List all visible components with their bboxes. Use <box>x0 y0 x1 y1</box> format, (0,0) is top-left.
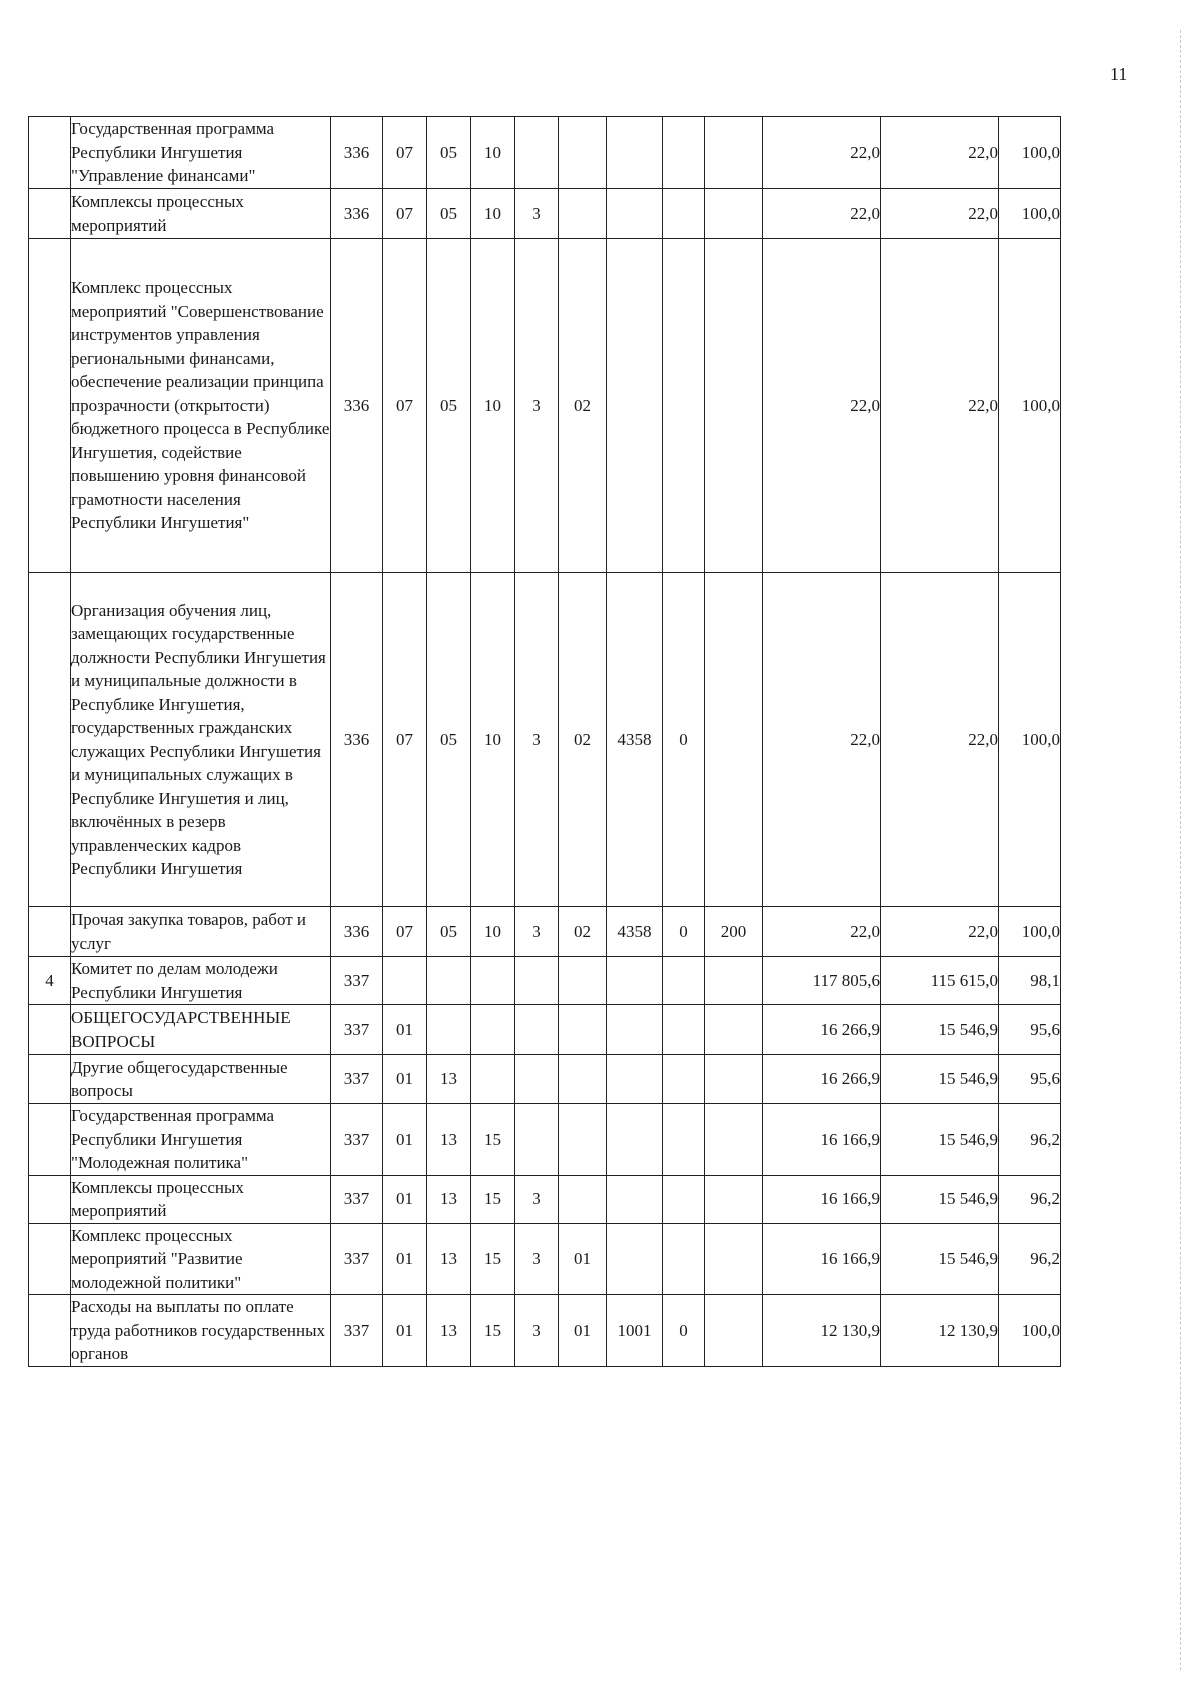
planned-amount-cell: 22,0 <box>763 189 881 239</box>
table-row <box>29 1295 1061 1367</box>
planned-amount-cell: 22,0 <box>763 573 881 907</box>
code-cell <box>705 1005 763 1055</box>
code-cell <box>705 189 763 239</box>
row-name-cell: Государственная программа Республики Ингушетия "Молодежная политика" <box>71 1104 331 1176</box>
row-name-cell: Прочая закупка товаров, работ и услуг <box>71 907 331 957</box>
code-cell: 336 <box>331 907 383 957</box>
row-name-cell: ОБЩЕГОСУДАРСТВЕННЫЕ ВОПРОСЫ <box>71 1005 331 1055</box>
code-cell <box>515 957 559 1005</box>
actual-amount-cell: 22,0 <box>881 189 999 239</box>
planned-amount-cell: 117 805,6 <box>763 957 881 1005</box>
code-cell: 05 <box>427 239 471 573</box>
row-number-cell: 4 <box>29 957 71 1005</box>
row-number-cell <box>29 1005 71 1055</box>
row-number-cell <box>29 189 71 239</box>
row-name-cell: Комитет по делам молодежи Республики Ингушетия <box>71 957 331 1005</box>
code-cell: 01 <box>383 1005 427 1055</box>
code-cell <box>471 1005 515 1055</box>
code-cell: 01 <box>383 1295 427 1367</box>
planned-amount-cell: 16 166,9 <box>763 1223 881 1295</box>
code-cell <box>663 957 705 1005</box>
table-row <box>29 573 1061 907</box>
code-cell <box>705 1223 763 1295</box>
actual-amount-cell: 22,0 <box>881 239 999 573</box>
code-cell: 01 <box>383 1223 427 1295</box>
code-cell: 337 <box>331 1005 383 1055</box>
row-name-cell: Комплексы процессных мероприятий <box>71 1175 331 1223</box>
percent-cell: 98,1 <box>999 957 1061 1005</box>
table-row <box>29 239 1061 573</box>
row-number-cell <box>29 573 71 907</box>
code-cell <box>471 957 515 1005</box>
code-cell <box>383 957 427 1005</box>
code-cell: 336 <box>331 239 383 573</box>
table-row <box>29 117 1061 189</box>
table-row <box>29 957 1061 1005</box>
percent-cell: 100,0 <box>999 907 1061 957</box>
code-cell: 200 <box>705 907 763 957</box>
code-cell <box>663 1223 705 1295</box>
code-cell <box>705 957 763 1005</box>
code-cell: 13 <box>427 1223 471 1295</box>
code-cell: 3 <box>515 1175 559 1223</box>
percent-cell: 100,0 <box>999 1295 1061 1367</box>
code-cell: 05 <box>427 573 471 907</box>
code-cell: 3 <box>515 189 559 239</box>
code-cell <box>607 957 663 1005</box>
table-row <box>29 1005 1061 1055</box>
code-cell <box>705 1175 763 1223</box>
code-cell <box>515 1005 559 1055</box>
code-cell: 0 <box>663 1295 705 1367</box>
actual-amount-cell: 12 130,9 <box>881 1295 999 1367</box>
code-cell: 337 <box>331 1175 383 1223</box>
code-cell <box>515 1104 559 1176</box>
row-name-cell: Расходы на выплаты по оплате труда работников государственных органов <box>71 1295 331 1367</box>
scan-edge-line <box>1180 30 1181 1670</box>
code-cell <box>427 1005 471 1055</box>
code-cell: 10 <box>471 239 515 573</box>
code-cell <box>559 1055 607 1104</box>
code-cell: 336 <box>331 573 383 907</box>
planned-amount-cell: 16 166,9 <box>763 1104 881 1176</box>
code-cell <box>663 1175 705 1223</box>
code-cell: 337 <box>331 957 383 1005</box>
table-row <box>29 1175 1061 1223</box>
percent-cell: 96,2 <box>999 1175 1061 1223</box>
row-number-cell <box>29 1295 71 1367</box>
code-cell: 05 <box>427 907 471 957</box>
row-name-cell: Организация обучения лиц, замещающих государственные должности Республики Ингушетия и муниципальные должности в Республике Ингушетия, государственных гражданских служащих Республики Ингушетия и муниципальных служащих в Республике Ингушетия и лиц, включённых в резерв управленческих кадров Республики Ингушетия <box>71 573 331 907</box>
code-cell: 3 <box>515 1223 559 1295</box>
code-cell: 336 <box>331 189 383 239</box>
code-cell <box>607 1005 663 1055</box>
code-cell: 02 <box>559 573 607 907</box>
actual-amount-cell: 15 546,9 <box>881 1223 999 1295</box>
percent-cell: 100,0 <box>999 239 1061 573</box>
code-cell <box>559 957 607 1005</box>
code-cell: 15 <box>471 1175 515 1223</box>
row-number-cell <box>29 117 71 189</box>
planned-amount-cell: 22,0 <box>763 907 881 957</box>
planned-amount-cell: 22,0 <box>763 117 881 189</box>
code-cell: 337 <box>331 1104 383 1176</box>
code-cell <box>607 1223 663 1295</box>
code-cell <box>607 189 663 239</box>
table-row <box>29 189 1061 239</box>
code-cell: 01 <box>383 1175 427 1223</box>
percent-cell: 95,6 <box>999 1005 1061 1055</box>
row-number-cell <box>29 1104 71 1176</box>
code-cell: 337 <box>331 1295 383 1367</box>
code-cell <box>705 573 763 907</box>
budget-table <box>28 116 1061 1367</box>
code-cell: 01 <box>383 1104 427 1176</box>
planned-amount-cell: 12 130,9 <box>763 1295 881 1367</box>
code-cell: 336 <box>331 117 383 189</box>
table-row <box>29 1223 1061 1295</box>
code-cell <box>705 239 763 573</box>
code-cell: 07 <box>383 189 427 239</box>
code-cell <box>471 1055 515 1104</box>
code-cell: 10 <box>471 907 515 957</box>
actual-amount-cell: 22,0 <box>881 907 999 957</box>
planned-amount-cell: 16 266,9 <box>763 1055 881 1104</box>
planned-amount-cell: 16 166,9 <box>763 1175 881 1223</box>
code-cell: 10 <box>471 117 515 189</box>
code-cell: 13 <box>427 1295 471 1367</box>
code-cell <box>663 1055 705 1104</box>
code-cell <box>705 1104 763 1176</box>
code-cell: 4358 <box>607 573 663 907</box>
code-cell <box>663 117 705 189</box>
code-cell <box>607 117 663 189</box>
percent-cell: 95,6 <box>999 1055 1061 1104</box>
row-name-cell: Другие общегосударственные вопросы <box>71 1055 331 1104</box>
code-cell: 10 <box>471 573 515 907</box>
code-cell: 337 <box>331 1055 383 1104</box>
code-cell: 15 <box>471 1295 515 1367</box>
percent-cell: 100,0 <box>999 189 1061 239</box>
code-cell <box>515 1055 559 1104</box>
row-number-cell <box>29 1055 71 1104</box>
actual-amount-cell: 15 546,9 <box>881 1104 999 1176</box>
code-cell: 07 <box>383 239 427 573</box>
code-cell: 01 <box>383 1055 427 1104</box>
code-cell <box>663 1104 705 1176</box>
code-cell <box>705 117 763 189</box>
code-cell: 15 <box>471 1104 515 1176</box>
code-cell <box>559 117 607 189</box>
code-cell <box>515 117 559 189</box>
code-cell: 0 <box>663 573 705 907</box>
code-cell <box>663 1005 705 1055</box>
code-cell: 3 <box>515 1295 559 1367</box>
code-cell: 1001 <box>607 1295 663 1367</box>
percent-cell: 100,0 <box>999 573 1061 907</box>
code-cell: 13 <box>427 1175 471 1223</box>
code-cell <box>705 1295 763 1367</box>
code-cell <box>427 957 471 1005</box>
table-row <box>29 1055 1061 1104</box>
code-cell <box>663 189 705 239</box>
code-cell: 13 <box>427 1055 471 1104</box>
planned-amount-cell: 16 266,9 <box>763 1005 881 1055</box>
row-number-cell <box>29 239 71 573</box>
actual-amount-cell: 15 546,9 <box>881 1055 999 1104</box>
percent-cell: 96,2 <box>999 1104 1061 1176</box>
code-cell: 3 <box>515 907 559 957</box>
code-cell <box>607 239 663 573</box>
page-number: 11 <box>1110 64 1128 84</box>
actual-amount-cell: 22,0 <box>881 117 999 189</box>
actual-amount-cell: 15 546,9 <box>881 1175 999 1223</box>
actual-amount-cell: 15 546,9 <box>881 1005 999 1055</box>
code-cell: 01 <box>559 1295 607 1367</box>
percent-cell: 96,2 <box>999 1223 1061 1295</box>
code-cell <box>559 1104 607 1176</box>
code-cell: 3 <box>515 573 559 907</box>
row-number-cell <box>29 1223 71 1295</box>
table-row <box>29 907 1061 957</box>
code-cell: 02 <box>559 907 607 957</box>
code-cell: 337 <box>331 1223 383 1295</box>
code-cell: 01 <box>559 1223 607 1295</box>
actual-amount-cell: 115 615,0 <box>881 957 999 1005</box>
code-cell: 05 <box>427 117 471 189</box>
code-cell <box>607 1104 663 1176</box>
row-name-cell: Государственная программа Республики Ингушетия "Управление финансами" <box>71 117 331 189</box>
code-cell: 10 <box>471 189 515 239</box>
code-cell <box>705 1055 763 1104</box>
code-cell <box>559 1175 607 1223</box>
row-name-cell: Комплексы процессных мероприятий <box>71 189 331 239</box>
code-cell: 13 <box>427 1104 471 1176</box>
code-cell <box>663 239 705 573</box>
code-cell <box>607 1055 663 1104</box>
code-cell <box>607 1175 663 1223</box>
code-cell: 02 <box>559 239 607 573</box>
code-cell: 07 <box>383 907 427 957</box>
code-cell: 15 <box>471 1223 515 1295</box>
row-name-cell: Комплекс процессных мероприятий "Развитие молодежной политики" <box>71 1223 331 1295</box>
code-cell: 4358 <box>607 907 663 957</box>
planned-amount-cell: 22,0 <box>763 239 881 573</box>
table-row <box>29 1104 1061 1176</box>
code-cell: 07 <box>383 573 427 907</box>
actual-amount-cell: 22,0 <box>881 573 999 907</box>
row-name-cell: Комплекс процессных мероприятий "Совершенствование инструментов управления региональными финансами, обеспечение реализации принципа прозрачности (открытости) бюджетного процесса в Республике Ингушетия, содействие повышению уровня финансовой грамотности населения Республики Ингушетия" <box>71 239 331 573</box>
percent-cell: 100,0 <box>999 117 1061 189</box>
code-cell: 3 <box>515 239 559 573</box>
code-cell: 05 <box>427 189 471 239</box>
code-cell <box>559 189 607 239</box>
row-number-cell <box>29 1175 71 1223</box>
code-cell: 0 <box>663 907 705 957</box>
code-cell: 07 <box>383 117 427 189</box>
code-cell <box>559 1005 607 1055</box>
row-number-cell <box>29 907 71 957</box>
